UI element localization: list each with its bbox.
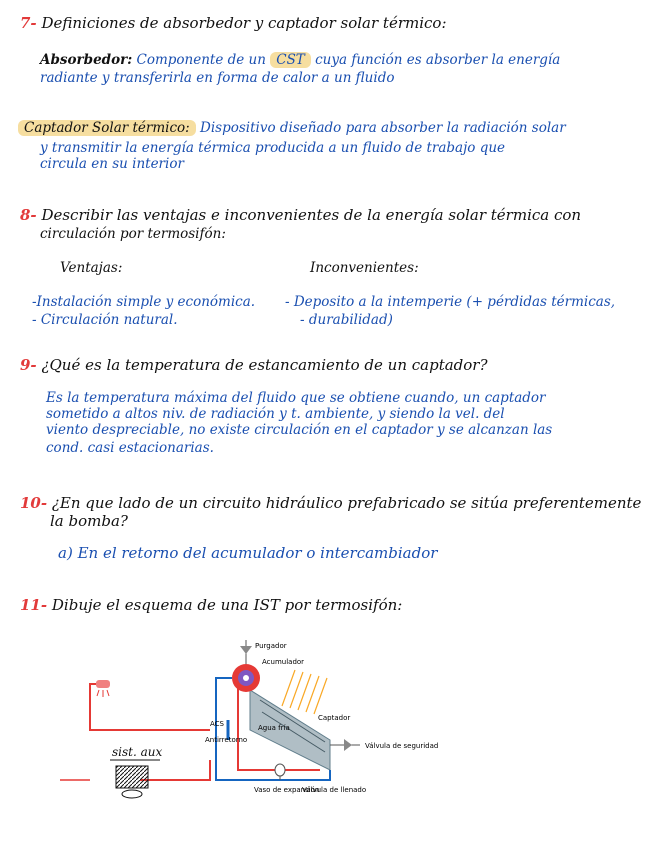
q9-heading — [20, 356, 488, 374]
q8-heading — [20, 206, 581, 224]
cst-highlight: CST — [270, 52, 311, 68]
absorbedor-def-a: Componente de un — [136, 52, 266, 68]
q7-title: Definiciones de absorbedor y captador solar térmico: — [41, 14, 447, 32]
q11-title: Dibuje el esquema de una IST por termosifón: — [51, 596, 403, 614]
ventaja-1: -Instalación simple y económica. — [32, 294, 256, 310]
q10-title: ¿En que lado de un circuito hidráulico prefabricado se sitúa preferentemente — [51, 494, 642, 512]
q9-answer-3: viento despreciable, no existe circulación en el captador y se alcanzan las — [46, 422, 553, 438]
captador-def-a: Dispositivo diseñado para absorber la radiación solar — [200, 120, 566, 136]
termosifon-diagram — [0, 620, 646, 848]
label-vaso: Vaso de expansión — [254, 786, 320, 794]
label-valvula-llenado: Válvula de llenado — [302, 786, 367, 794]
q9-number: 9- — [20, 356, 37, 374]
absorbedor-term: Absorbedor: — [40, 52, 133, 68]
inconveniente-1: - Deposito a la intemperie (+ pérdidas térmicas, — [285, 294, 616, 310]
absorbedor-def-b: cuya función es absorber la energía — [315, 52, 561, 68]
inconveniente-2: - durabilidad) — [300, 312, 393, 328]
shower-icon — [96, 680, 110, 697]
q7-number: 7- — [20, 14, 37, 32]
q11-number: 11- — [20, 596, 48, 614]
label-captador: Captador — [318, 714, 351, 722]
safety-valve-icon — [344, 739, 352, 751]
q10-title-line2: la bomba? — [50, 512, 128, 530]
captador-def-line3: circula en su interior — [40, 156, 184, 172]
label-acs: ACS — [210, 720, 224, 728]
q8-title: Describir las ventajas e inconvenientes de la energía solar térmica con — [41, 206, 582, 224]
sist-aux-label: sist. aux — [112, 745, 163, 759]
captador-term: Captador Solar térmico: — [18, 120, 196, 136]
expansion-vessel-icon — [275, 764, 285, 776]
q8-title-line2: circulación por termosifón: — [40, 226, 226, 242]
sun-rays-icon — [282, 670, 327, 714]
q10-heading — [20, 494, 641, 512]
q8-number: 8- — [20, 206, 37, 224]
q9-answer-4: cond. casi estacionarias. — [46, 440, 214, 456]
captador-def-line2: y transmitir la energía térmica producida a un fluido de trabajo que — [40, 140, 506, 156]
label-valvula-seguridad: Válvula de seguridad — [365, 742, 439, 750]
purge-valve-icon — [240, 646, 252, 654]
q7-heading — [20, 14, 447, 32]
q10-number: 10- — [20, 494, 48, 512]
label-purgador: Purgador — [255, 642, 287, 650]
q11-heading — [20, 596, 402, 614]
aux-heater-icon — [116, 766, 148, 798]
q9-title: ¿Qué es la temperatura de estancamiento de un captador? — [41, 356, 488, 374]
ventaja-2: - Circulación natural. — [32, 312, 178, 328]
inconvenientes-header: Inconvenientes: — [310, 260, 419, 276]
absorbedor-def-line2: radiante y transferirla en forma de calor a un fluido — [40, 70, 395, 86]
label-agua-fria: Agua fría — [258, 724, 290, 732]
ventajas-header: Ventajas: — [60, 260, 123, 276]
q9-answer-1: Es la temperatura máxima del fluido que se obtiene cuando, un captador — [46, 390, 546, 406]
q7-absorbedor-line1 — [40, 52, 560, 68]
q9-answer-2: sometido a altos niv. de radiación y t. ambiente, y siendo la vel. del — [46, 406, 505, 422]
q7-captador-line1 — [18, 120, 566, 136]
label-antiretorno: Antirretorno — [205, 736, 248, 744]
q10-answer: a) En el retorno del acumulador o intercambiador — [58, 544, 438, 562]
tank-icon — [232, 664, 260, 692]
label-acumulador: Acumulador — [262, 658, 305, 666]
